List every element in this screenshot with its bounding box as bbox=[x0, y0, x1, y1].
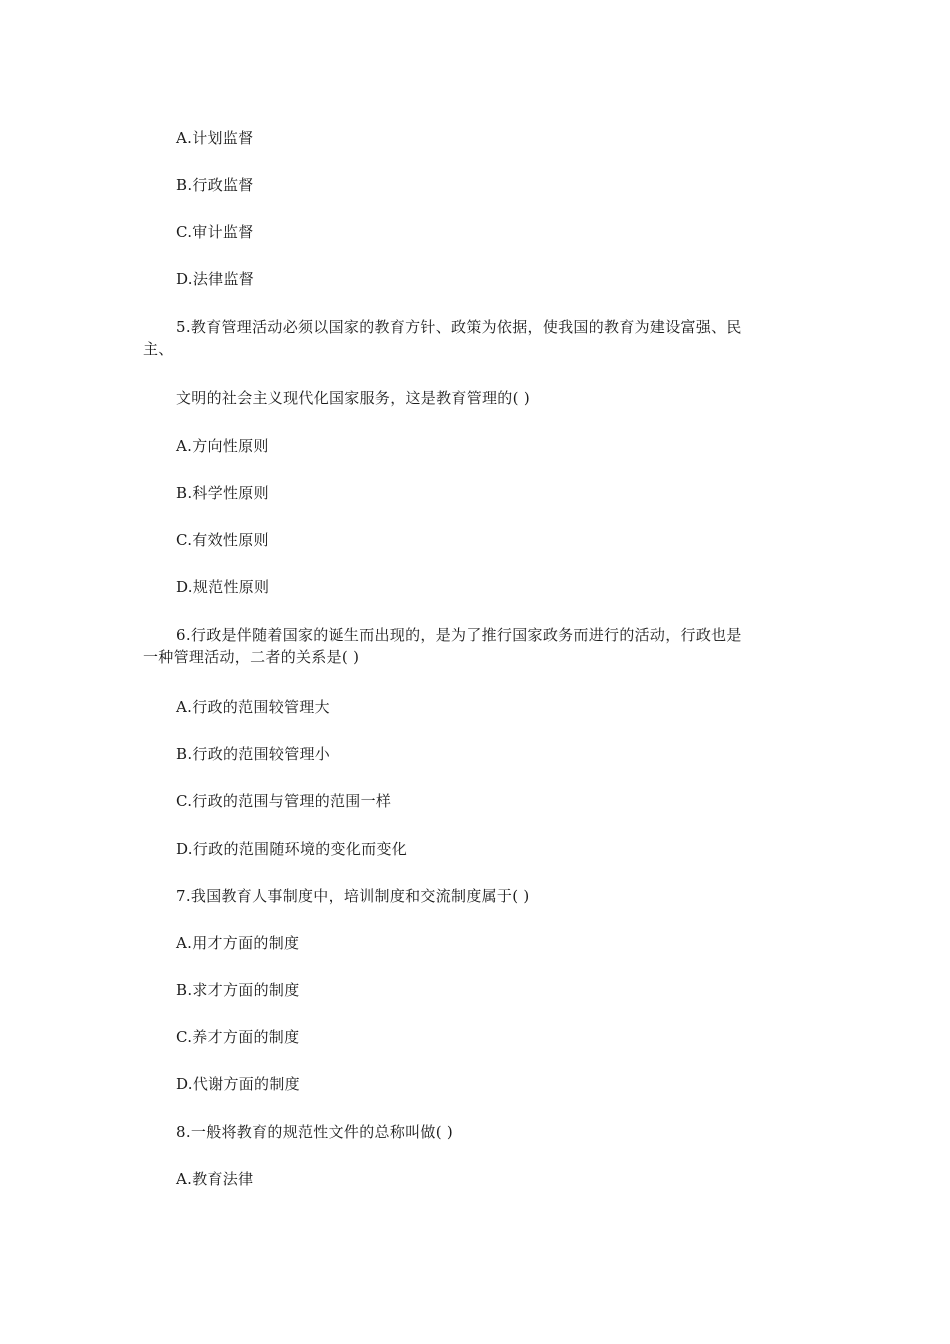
q5-option-b: B.科学性原则 bbox=[176, 484, 269, 502]
q6-stem bbox=[143, 624, 813, 668]
q4-option-d: D.法律监督 bbox=[176, 270, 255, 288]
q6-stem-line2: 一种管理活动，二者的关系是( ) bbox=[143, 648, 360, 666]
q5-option-d: D.规范性原则 bbox=[176, 578, 270, 596]
q6-option-d: D.行政的范围随环境的变化而变化 bbox=[176, 840, 408, 858]
q8-option-a: A.教育法律 bbox=[176, 1170, 254, 1188]
q5-stem-line1: 5.教育管理活动必须以国家的教育方针、政策为依据，使我国的教育为建设富强、民 bbox=[176, 318, 742, 336]
q5-option-a: A.方向性原则 bbox=[176, 437, 269, 455]
q4-option-b: B.行政监督 bbox=[176, 176, 254, 194]
q8-stem: 8.一般将教育的规范性文件的总称叫做( ) bbox=[176, 1123, 454, 1141]
q4-option-a: A.计划监督 bbox=[176, 129, 254, 147]
q7-option-b: B.求才方面的制度 bbox=[176, 981, 300, 999]
q4-option-c: C.审计监督 bbox=[176, 223, 254, 241]
q7-option-a: A.用才方面的制度 bbox=[176, 934, 300, 952]
q6-option-a: A.行政的范围较管理大 bbox=[176, 698, 330, 716]
q7-stem: 7.我国教育人事制度中，培训制度和交流制度属于( ) bbox=[176, 887, 530, 905]
q6-option-b: B.行政的范围较管理小 bbox=[176, 745, 331, 763]
q5-stem-line2: 主、 bbox=[143, 340, 174, 358]
q5-stem-line3: 文明的社会主义现代化国家服务，这是教育管理的( ) bbox=[176, 389, 530, 407]
q7-option-c: C.养才方面的制度 bbox=[176, 1028, 300, 1046]
q6-option-c: C.行政的范围与管理的范围一样 bbox=[176, 792, 392, 810]
q5-option-c: C.有效性原则 bbox=[176, 531, 269, 549]
q6-stem-line1: 6.行政是伴随着国家的诞生而出现的，是为了推行国家政务而进行的活动，行政也是 bbox=[176, 626, 742, 644]
q7-option-d: D.代谢方面的制度 bbox=[176, 1075, 300, 1093]
q5-stem bbox=[143, 316, 813, 360]
